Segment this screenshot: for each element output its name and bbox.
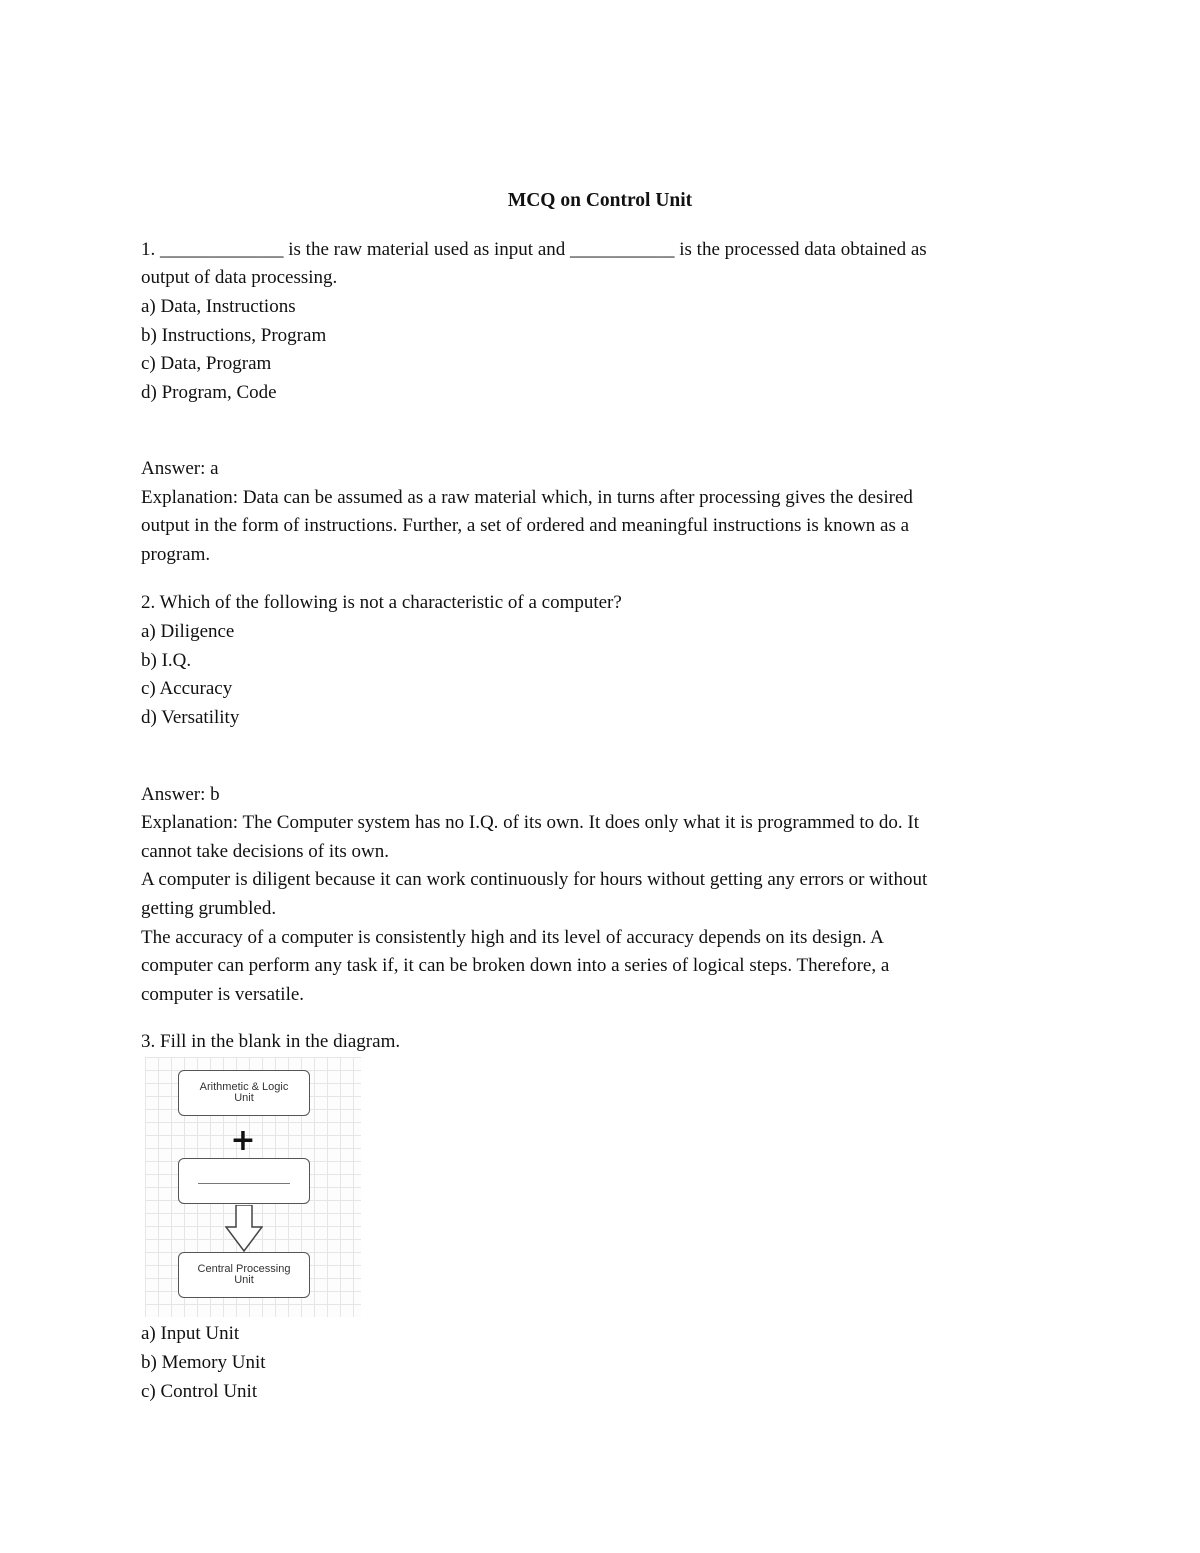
q2-option-a: a) Diligence (141, 621, 235, 642)
q2-answer: Answer: b (141, 784, 220, 805)
q2-question: 2. Which of the following is not a characteristic of a computer? (141, 592, 622, 613)
q1-explanation-line: output in the form of instructions. Further, a set of ordered and meaningful instructions is known as a (141, 515, 910, 536)
q2-explanation-line: cannot take decisions of its own. (141, 841, 390, 862)
alu-label-line1: Arithmetic & Logic (199, 1081, 289, 1093)
q1-answer: Answer: a (141, 458, 219, 479)
cpu-label-line2: Unit (234, 1274, 254, 1286)
q1-explanation-line: Explanation: Data can be assumed as a raw material which, in turns after processing gives the desired (141, 487, 913, 508)
down-arrow-icon (225, 1205, 263, 1253)
q3-option-b: b) Memory Unit (141, 1352, 266, 1373)
alu-box (178, 1070, 310, 1116)
q2-explanation-line: getting grumbled. (141, 898, 277, 919)
q2-explanation-line: A computer is diligent because it can work continuously for hours without getting any errors or without (141, 869, 928, 890)
blank-line (198, 1182, 290, 1184)
q2-explanation-line: computer can perform any task if, it can be broken down into a series of logical steps. Therefore, a (141, 955, 890, 976)
cpu-label-line1: Central Processing (197, 1263, 291, 1275)
q2-option-b: b) I.Q. (141, 650, 192, 671)
q1-option-a: a) Data, Instructions (141, 296, 296, 317)
alu-label-line2: Unit (234, 1092, 254, 1104)
q2-explanation-line: computer is versatile. (141, 984, 305, 1005)
q1-question-line2: output of data processing. (141, 267, 338, 288)
q3-option-a: a) Input Unit (141, 1323, 240, 1344)
q2-explanation-line: Explanation: The Computer system has no I.Q. of its own. It does only what it is programmed to do. It (141, 812, 920, 833)
q3-option-c: c) Control Unit (141, 1381, 258, 1402)
q2-option-c: c) Accuracy (141, 678, 233, 699)
q1-option-b: b) Instructions, Program (141, 325, 327, 346)
q1-question-line1: 1. _____________ is the raw material used as input and ___________ is the processed data obtained as (141, 239, 927, 260)
q1-option-c: c) Data, Program (141, 353, 272, 374)
plus-icon: + (230, 1123, 256, 1158)
cpu-box (178, 1252, 310, 1298)
q2-option-d: d) Versatility (141, 707, 240, 728)
blank-box (178, 1158, 310, 1204)
q1-explanation-line: program. (141, 544, 211, 565)
q3-question: 3. Fill in the blank in the diagram. (141, 1031, 401, 1052)
page-title: MCQ on Control Unit (507, 190, 693, 211)
cpu-diagram (145, 1057, 361, 1317)
q1-option-d: d) Program, Code (141, 382, 277, 403)
q2-explanation-line: The accuracy of a computer is consistently high and its level of accuracy depends on its design. A (141, 927, 884, 948)
